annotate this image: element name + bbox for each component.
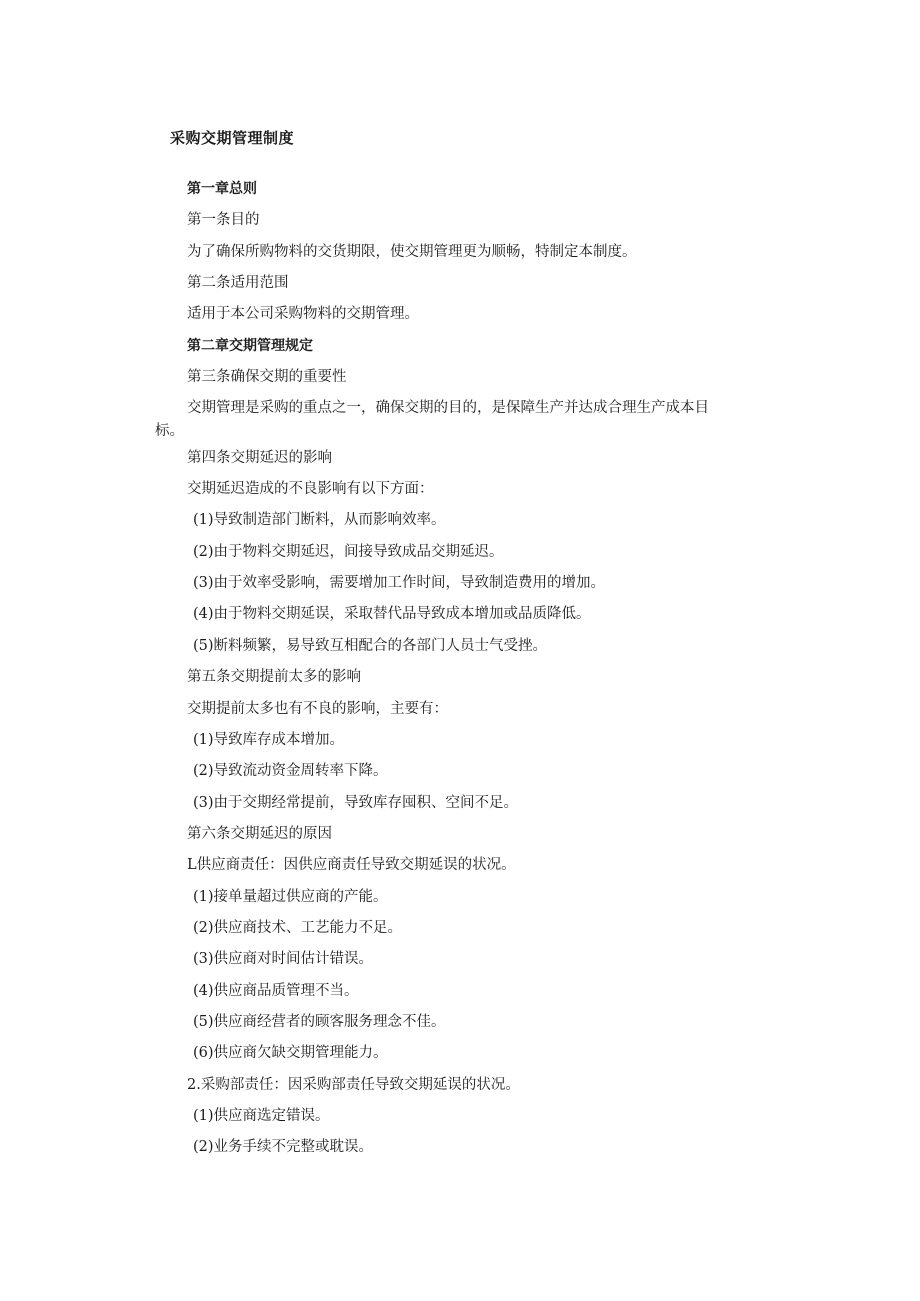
article-heading: 第六条交期延迟的原因 bbox=[187, 825, 332, 842]
article-heading: 第五条交期提前太多的影响 bbox=[187, 669, 361, 686]
list-item: (1)供应商选定错误。 bbox=[193, 1107, 330, 1124]
paragraph: 交期延迟造成的不良影响有以下方面： bbox=[187, 481, 434, 498]
list-item: (1)导致制造部门断料，从而影响效率。 bbox=[193, 512, 446, 529]
article-heading: 第二条适用范围 bbox=[187, 275, 289, 292]
list-item: (1)导致库存成本增加。 bbox=[193, 731, 345, 748]
list-item: (2)供应商技术、工艺能力不足。 bbox=[193, 919, 403, 936]
list-item: (2)业务手续不完整或耽误。 bbox=[193, 1139, 374, 1156]
list-item: (2)导致流动资金周转率下降。 bbox=[193, 763, 388, 780]
list-item: (3)由于效率受影响，需要增加工作时间，导致制造费用的增加。 bbox=[193, 575, 606, 592]
list-item: (6)供应商欠缺交期管理能力。 bbox=[193, 1045, 388, 1062]
article-heading: 第一条目的 bbox=[187, 212, 260, 229]
paragraph: 2.采购部责任：因采购部责任导致交期延误的状况。 bbox=[187, 1076, 520, 1093]
article-heading: 第四条交期延迟的影响 bbox=[187, 449, 332, 466]
list-item: (3)供应商对时间估计错误。 bbox=[193, 951, 374, 968]
list-item: (4)由于物料交期延误，采取替代品导致成本增加或品质降低。 bbox=[193, 606, 591, 623]
list-item: (3)由于交期经常提前，导致库存囤积、空间不足。 bbox=[193, 794, 519, 811]
list-item: (5)供应商经营者的顾客服务理念不佳。 bbox=[193, 1013, 446, 1030]
paragraph-continuation: 标。 bbox=[155, 422, 184, 439]
list-item: (1)接单量超过供应商的产能。 bbox=[193, 888, 388, 905]
chapter-heading: 第二章交期管理规定 bbox=[187, 337, 313, 354]
paragraph: 交期管理是采购的重点之一，确保交期的目的，是保障生产并达成合理生产成本目 bbox=[187, 400, 709, 417]
list-item: (2)由于物料交期延迟，间接导致成品交期延迟。 bbox=[193, 543, 504, 560]
list-item: (5)断料频繁，易导致互相配合的各部门人员士气受挫。 bbox=[193, 637, 548, 654]
document-body bbox=[0, 174, 920, 1164]
paragraph: L供应商责任：因供应商责任导致交期延误的状况。 bbox=[187, 857, 516, 874]
paragraph: 适用于本公司采购物料的交期管理。 bbox=[187, 306, 419, 323]
document-title: 采购交期管理制度 bbox=[170, 129, 295, 147]
chapter-heading: 第一章总则 bbox=[187, 181, 257, 197]
paragraph: 交期提前太多也有不良的影响，主要有： bbox=[187, 700, 448, 717]
list-item: (4)供应商品质管理不当。 bbox=[193, 982, 359, 999]
article-heading: 第三条确保交期的重要性 bbox=[187, 369, 347, 386]
paragraph: 为了确保所购物料的交货期限，使交期管理更为顺畅，特制定本制度。 bbox=[187, 243, 637, 260]
